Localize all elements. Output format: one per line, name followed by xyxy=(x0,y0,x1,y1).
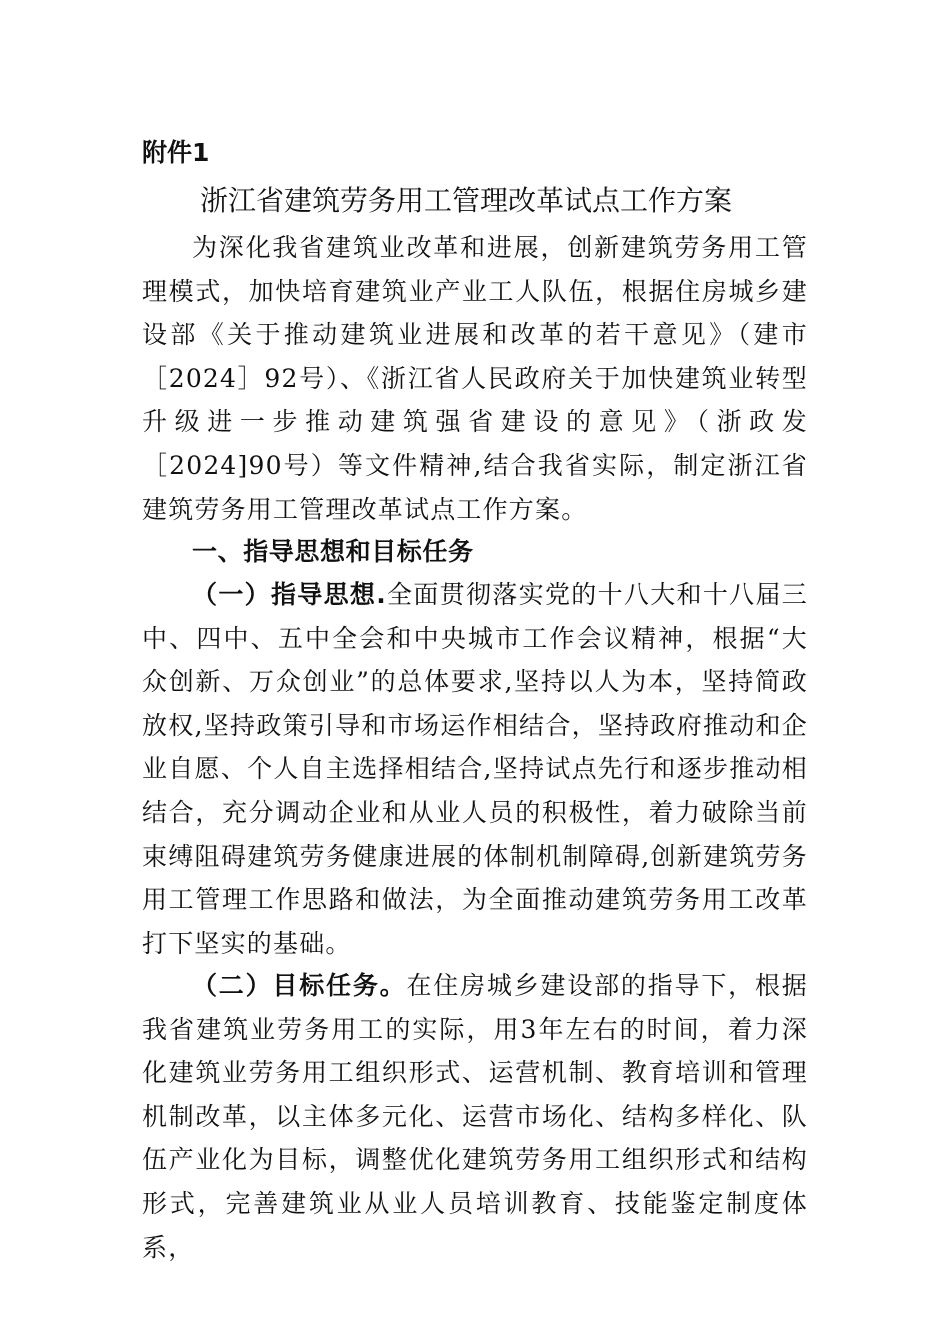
paragraph-lead: （二）目标任务。 xyxy=(192,971,407,1000)
guiding-ideology-paragraph xyxy=(142,573,808,965)
section-heading: 一、指导思想和目标任务 xyxy=(192,537,474,566)
document-title: 浙江省建筑劳务用工管理改革试点工作方案 xyxy=(200,184,733,217)
paragraph-text: 在住房城乡建设部的指导下，根据我省建筑业劳务用工的实际，用3年左右的时间，着力深化建筑业劳务用工组织形式、运营机制、教育培训和管理机制改革，以主体多元化、运营市场化、结构多样化、队伍产业化为目标，调整优化建筑劳务用工组织形式和结构形式，完善建筑业从业人员培训教育、技能鉴定制度体系， xyxy=(142,971,808,1262)
intro-paragraph: 为深化我省建筑业改革和进展，创新建筑劳务用工管理模式，加快培育建筑业产业工人队伍，根据住房城乡建设部《关于推动建筑业进展和改革的若干意见》（建市［2024］92号）、《浙江省人民政府关于加快建筑业转型升级进一步推动建筑强省建设的意见》（浙政发［2024]90号）等文件精神,结合我省实际，制定浙江省建筑劳务用工管理改革试点工作方案。 xyxy=(142,233,808,524)
paragraph-lead: （一）指导思想. xyxy=(192,580,387,609)
paragraph-text: 全面贯彻落实党的十八大和十八届三中、四中、五中全会和中央城市工作会议精神，根据“大众创新、万众创业”的总体要求,坚持以人为本，坚持简政放权,坚持政策引导和市场运作相结合，坚持政府推动和企业自愿、个人自主选择相结合,坚持试点先行和逐步推动相结合，充分调动企业和从业人员的积极性，着力破除当前束缚阻碍建筑劳务健康进展的体制机制障碍,创新建筑劳务用工管理工作思路和做法，为全面推动建筑劳务用工改革打下坚实的基础。 xyxy=(142,580,808,958)
target-tasks-paragraph xyxy=(142,964,808,1269)
attachment-label: 附件1 xyxy=(142,138,210,167)
